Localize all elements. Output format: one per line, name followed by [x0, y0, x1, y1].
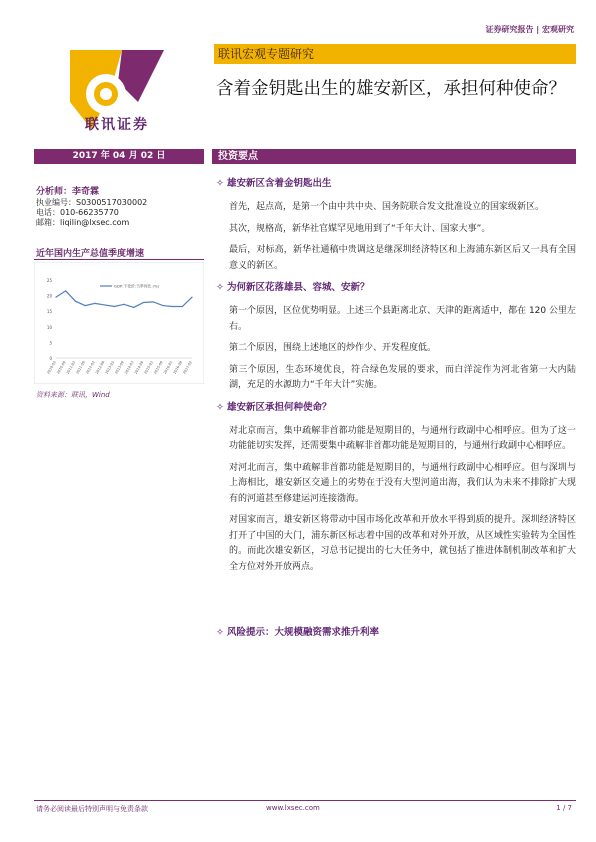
- paragraph: 首先，起点高，是第一个由中共中央、国务院联合发文批准设立的国家级新区。: [229, 202, 545, 212]
- report-title: 含着金钥匙出生的雄安新区，承担何种使命？: [216, 79, 566, 99]
- y-tick-label: 20: [46, 293, 52, 299]
- x-tick-label: 2010-09: [56, 360, 67, 375]
- report-type-tag: 证券研究报告 | 宏观研究: [485, 25, 574, 34]
- diamond-icon: ✧: [216, 178, 224, 189]
- data-point: [191, 297, 192, 298]
- x-tick-label: 2013-03: [104, 360, 116, 375]
- paragraph: 对河北而言，集中疏解非首都功能是短期目的，与通州行政副中心相呼应。但与深圳与上海相比，雄安新区交通上的劣势在于没有大型河道出海，我们认为未来不排除扩大现有的河道甚至修建运河连接渤海。: [229, 462, 576, 504]
- y-tick-label: 10: [46, 324, 52, 330]
- data-point: [182, 306, 183, 307]
- logo-wordmark: 联讯证券: [85, 117, 149, 133]
- data-point: [55, 297, 56, 298]
- data-point: [133, 307, 134, 308]
- diamond-icon: ✧: [216, 401, 224, 413]
- x-tick-label: 2013-09: [114, 360, 125, 375]
- data-point: [172, 306, 173, 307]
- diamond-icon: ✧: [216, 627, 224, 638]
- data-point: [114, 306, 115, 307]
- section-heading-3: ✧ 雄安新区承担何种使命？: [216, 401, 332, 413]
- y-tick-label: 5: [49, 340, 52, 346]
- section-heading-1: ✧ 雄安新区含着金钥匙出生: [216, 178, 332, 189]
- data-point: [75, 301, 76, 302]
- footer-website[interactable]: www.lxsec.com: [266, 804, 320, 812]
- paragraph: 其次，规格高，新华社官媒罕见地用到了“千年大计、国家大事”。: [229, 223, 491, 234]
- data-point: [162, 305, 163, 306]
- x-tick-label: 2011-09: [75, 360, 87, 375]
- paragraph: 对北京而言，集中疏解非首都功能是短期目的，与通州行政副中心相呼应。但为了这一功能能切实发挥，还需要集中疏解非首都功能是短期目的，与通州行政副中心相呼应。: [229, 425, 576, 451]
- x-tick-label: 2011-03: [65, 360, 77, 375]
- data-point: [85, 305, 86, 306]
- footer-divider: [34, 800, 576, 801]
- data-point: [153, 301, 154, 302]
- y-tick-label: 0: [49, 356, 52, 361]
- x-tick-label: 2012-03: [85, 360, 96, 375]
- section-title: 投资要点: [218, 151, 258, 162]
- x-tick-label: 2010-03: [46, 360, 57, 375]
- x-tick-label: 2016-09: [172, 360, 184, 375]
- paragraph: 第二个原因，围绕上述地区的炒作少、开发程度低。: [229, 343, 437, 353]
- risk-heading: ✧ 风险提示：大规模融资需求推升利率: [216, 627, 379, 638]
- chart-title: 近年国内生产总值季度增速: [36, 249, 145, 259]
- paragraph: 第一个原因，区位优势明显。上述三个县距离北京、天津的距离适中，都在 120 公里左右。: [229, 306, 576, 332]
- x-tick-label: 2015-03: [143, 360, 155, 375]
- x-tick-label: 2016-03: [162, 360, 174, 375]
- chart-source: 资料来源：联讯，Wind: [36, 391, 110, 399]
- data-point: [104, 304, 105, 305]
- x-tick-label: 2014-03: [124, 360, 135, 375]
- y-tick-label: 25: [46, 278, 52, 283]
- analyst-name: 分析师：李奇霖: [36, 187, 100, 197]
- x-tick-label: 2014-09: [133, 360, 145, 375]
- chart-divider: [34, 259, 204, 260]
- gdp-line-chart: [34, 262, 204, 384]
- data-point: [65, 290, 66, 291]
- y-tick-label: 15: [46, 309, 52, 315]
- data-point: [143, 302, 144, 303]
- series-title: 联讯宏观专题研究: [218, 47, 315, 61]
- analyst-license: 执业编号：S0300517030002: [36, 198, 148, 207]
- section-band: [212, 149, 576, 164]
- paragraph: 第三个原因，生态环境优良，符合绿色发展的要求，而白洋淀作为河北省第一大内陆湖，充足的水源助力“千年大计”实施。: [229, 364, 576, 390]
- x-tick-label: 2017-03: [182, 360, 193, 375]
- analyst-phone: 电话：010-66235770: [36, 208, 119, 217]
- footer-disclaimer[interactable]: 请务必阅读最后特别声明与免责条款: [36, 805, 148, 813]
- body-content: [216, 178, 576, 649]
- x-tick-label: 2012-09: [94, 360, 106, 375]
- legend-label: GDP:不变价:当季同比 (%): [114, 283, 160, 289]
- section-heading-2: ✧ 为何新区花落雄县、容城、安新？: [216, 282, 370, 293]
- x-tick-label: 2015-09: [153, 360, 164, 375]
- data-point: [94, 303, 95, 304]
- diamond-icon: ✧: [216, 282, 224, 293]
- data-point: [123, 304, 124, 305]
- paragraph: 最后，对标高，新华社通稿中贵调这是继深圳经济特区和上海浦东新区后又一具有全国意义的新区。: [229, 245, 576, 271]
- analyst-email[interactable]: 邮箱：liqilin@lxsec.com: [36, 218, 130, 227]
- page-number: 1 / 7: [556, 804, 572, 812]
- paragraph: 对国家而言，雄安新区将带动中国市场化改革和开放水平得到质的提升。深圳经济特区打开了中国的大门，浦东新区标志着中国的改革和对外开放，从区域性实验转为全国性的。而此次雄安新区，习总书记提出的七大任务中，就包括了推进体制机制改革和扩大全方位对外开放两点。: [229, 515, 576, 572]
- report-date: 2017 年 04 月 02 日: [72, 151, 166, 161]
